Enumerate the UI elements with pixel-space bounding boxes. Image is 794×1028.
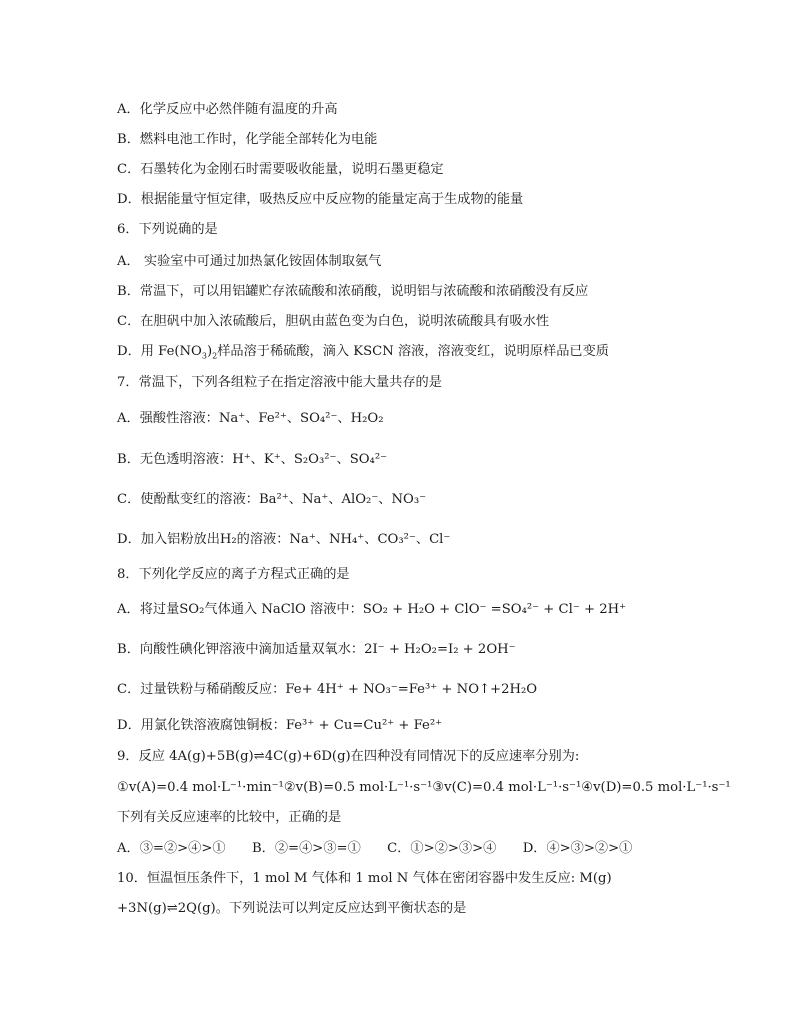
q7-option-d: D．加入铝粉放出H₂的溶液：Na⁺、NH₄⁺、CO₃²⁻、Cl⁻ — [117, 532, 451, 547]
q6-option-b: B．常温下，可以用铝罐贮存浓硫酸和浓硝酸，说明铝与浓硫酸和浓硝酸没有反应 — [117, 284, 589, 299]
q7-option-b: B．无色透明溶液：H⁺、K⁺、S₂O₃²⁻、SO₄²⁻ — [117, 452, 388, 467]
q8-option-c: C．过量铁粉与稀硝酸反应：Fe+ 4H⁺ + NO₃⁻=Fe³⁺ + NO↑+2H₂O — [117, 682, 538, 697]
q5-option-b: B．燃料电池工作时，化学能全部转化为电能 — [117, 132, 378, 147]
q8-stem: 8．下列化学反应的离子方程式正确的是 — [117, 567, 350, 582]
q6-option-c: C．在胆矾中加入浓硫酸后，胆矾由蓝色变为白色，说明浓硫酸具有吸水性 — [117, 314, 550, 329]
q7-option-a: A．强酸性溶液：Na⁺、Fe²⁺、SO₄²⁻、H₂O₂ — [117, 411, 384, 426]
q6-stem: 6．下列说确的是 — [117, 222, 218, 237]
q6-option-d — [117, 343, 609, 361]
q8-option-b: B．向酸性碘化钾溶液中滴加适量双氧水：2I⁻ + H₂O₂=I₂ + 2OH⁻ — [117, 642, 516, 657]
q9-rates: ①v(A)=0.4 mol·L⁻¹·min⁻¹②v(B)=0.5 mol·L⁻¹·s⁻¹③v(C)=0.4 mol·L⁻¹·s⁻¹④v(D)=0.5 mol·L⁻¹·s⁻¹ — [117, 780, 731, 795]
q9-question: 下列有关反应速率的比较中，正确的是 — [117, 810, 342, 825]
q9-stem: 9．反应 4A(g)+5B(g)⇌4C(g)+6D(g)在四种没有同情况下的反应速率分别为: — [117, 749, 580, 764]
q7-stem: 7．常温下，下列各组粒子在指定溶液中能大量共存的是 — [117, 375, 442, 390]
q5-option-a: A．化学反应中必然伴随有温度的升高 — [117, 102, 338, 117]
q6-option-a: A． 实验室中可通过加热氯化铵固体制取氨气 — [117, 254, 382, 269]
q8-option-a: A．将过量SO₂气体通入 NaClO 溶液中：SO₂ + H₂O + ClO⁻ =SO₄²⁻ + Cl⁻ + 2H⁺ — [117, 602, 627, 617]
q7-option-c: C．使酚酞变红的溶液：Ba²⁺、Na⁺、AlO₂⁻、NO₃⁻ — [117, 492, 427, 507]
q9-options: A．③=②>④>① B．②=④>③=① C．①>②>③>④ D．④>③>②>① — [117, 841, 633, 856]
q10-stem-line2: +3N(g)⇌2Q(g)。下列说法可以判定反应达到平衡状态的是 — [117, 901, 467, 916]
q6d-sub2: 2 — [212, 351, 218, 361]
q5-option-d: D．根据能量守恒定律，吸热反应中反应物的能量定高于生成物的能量 — [117, 192, 524, 207]
q8-option-d: D．用氯化铁溶液腐蚀铜板：Fe³⁺ + Cu=Cu²⁺ + Fe²⁺ — [117, 718, 443, 733]
q6d-sub: 3 — [201, 351, 207, 361]
q6d-pre: D．用 Fe(NO — [117, 344, 202, 359]
q6d-mid: ) — [206, 344, 213, 359]
q5-option-c: C．石墨转化为金刚石时需要吸收能量，说明石墨更稳定 — [117, 162, 444, 177]
q10-stem-line1: 10．恒温恒压条件下，1 mol M 气体和 1 mol N 气体在密闭容器中发生反应: M(g) — [117, 871, 612, 886]
q6d-post: 样品溶于稀硫酸，滴入 KSCN 溶液，溶液变红，说明原样品已变质 — [217, 344, 609, 359]
